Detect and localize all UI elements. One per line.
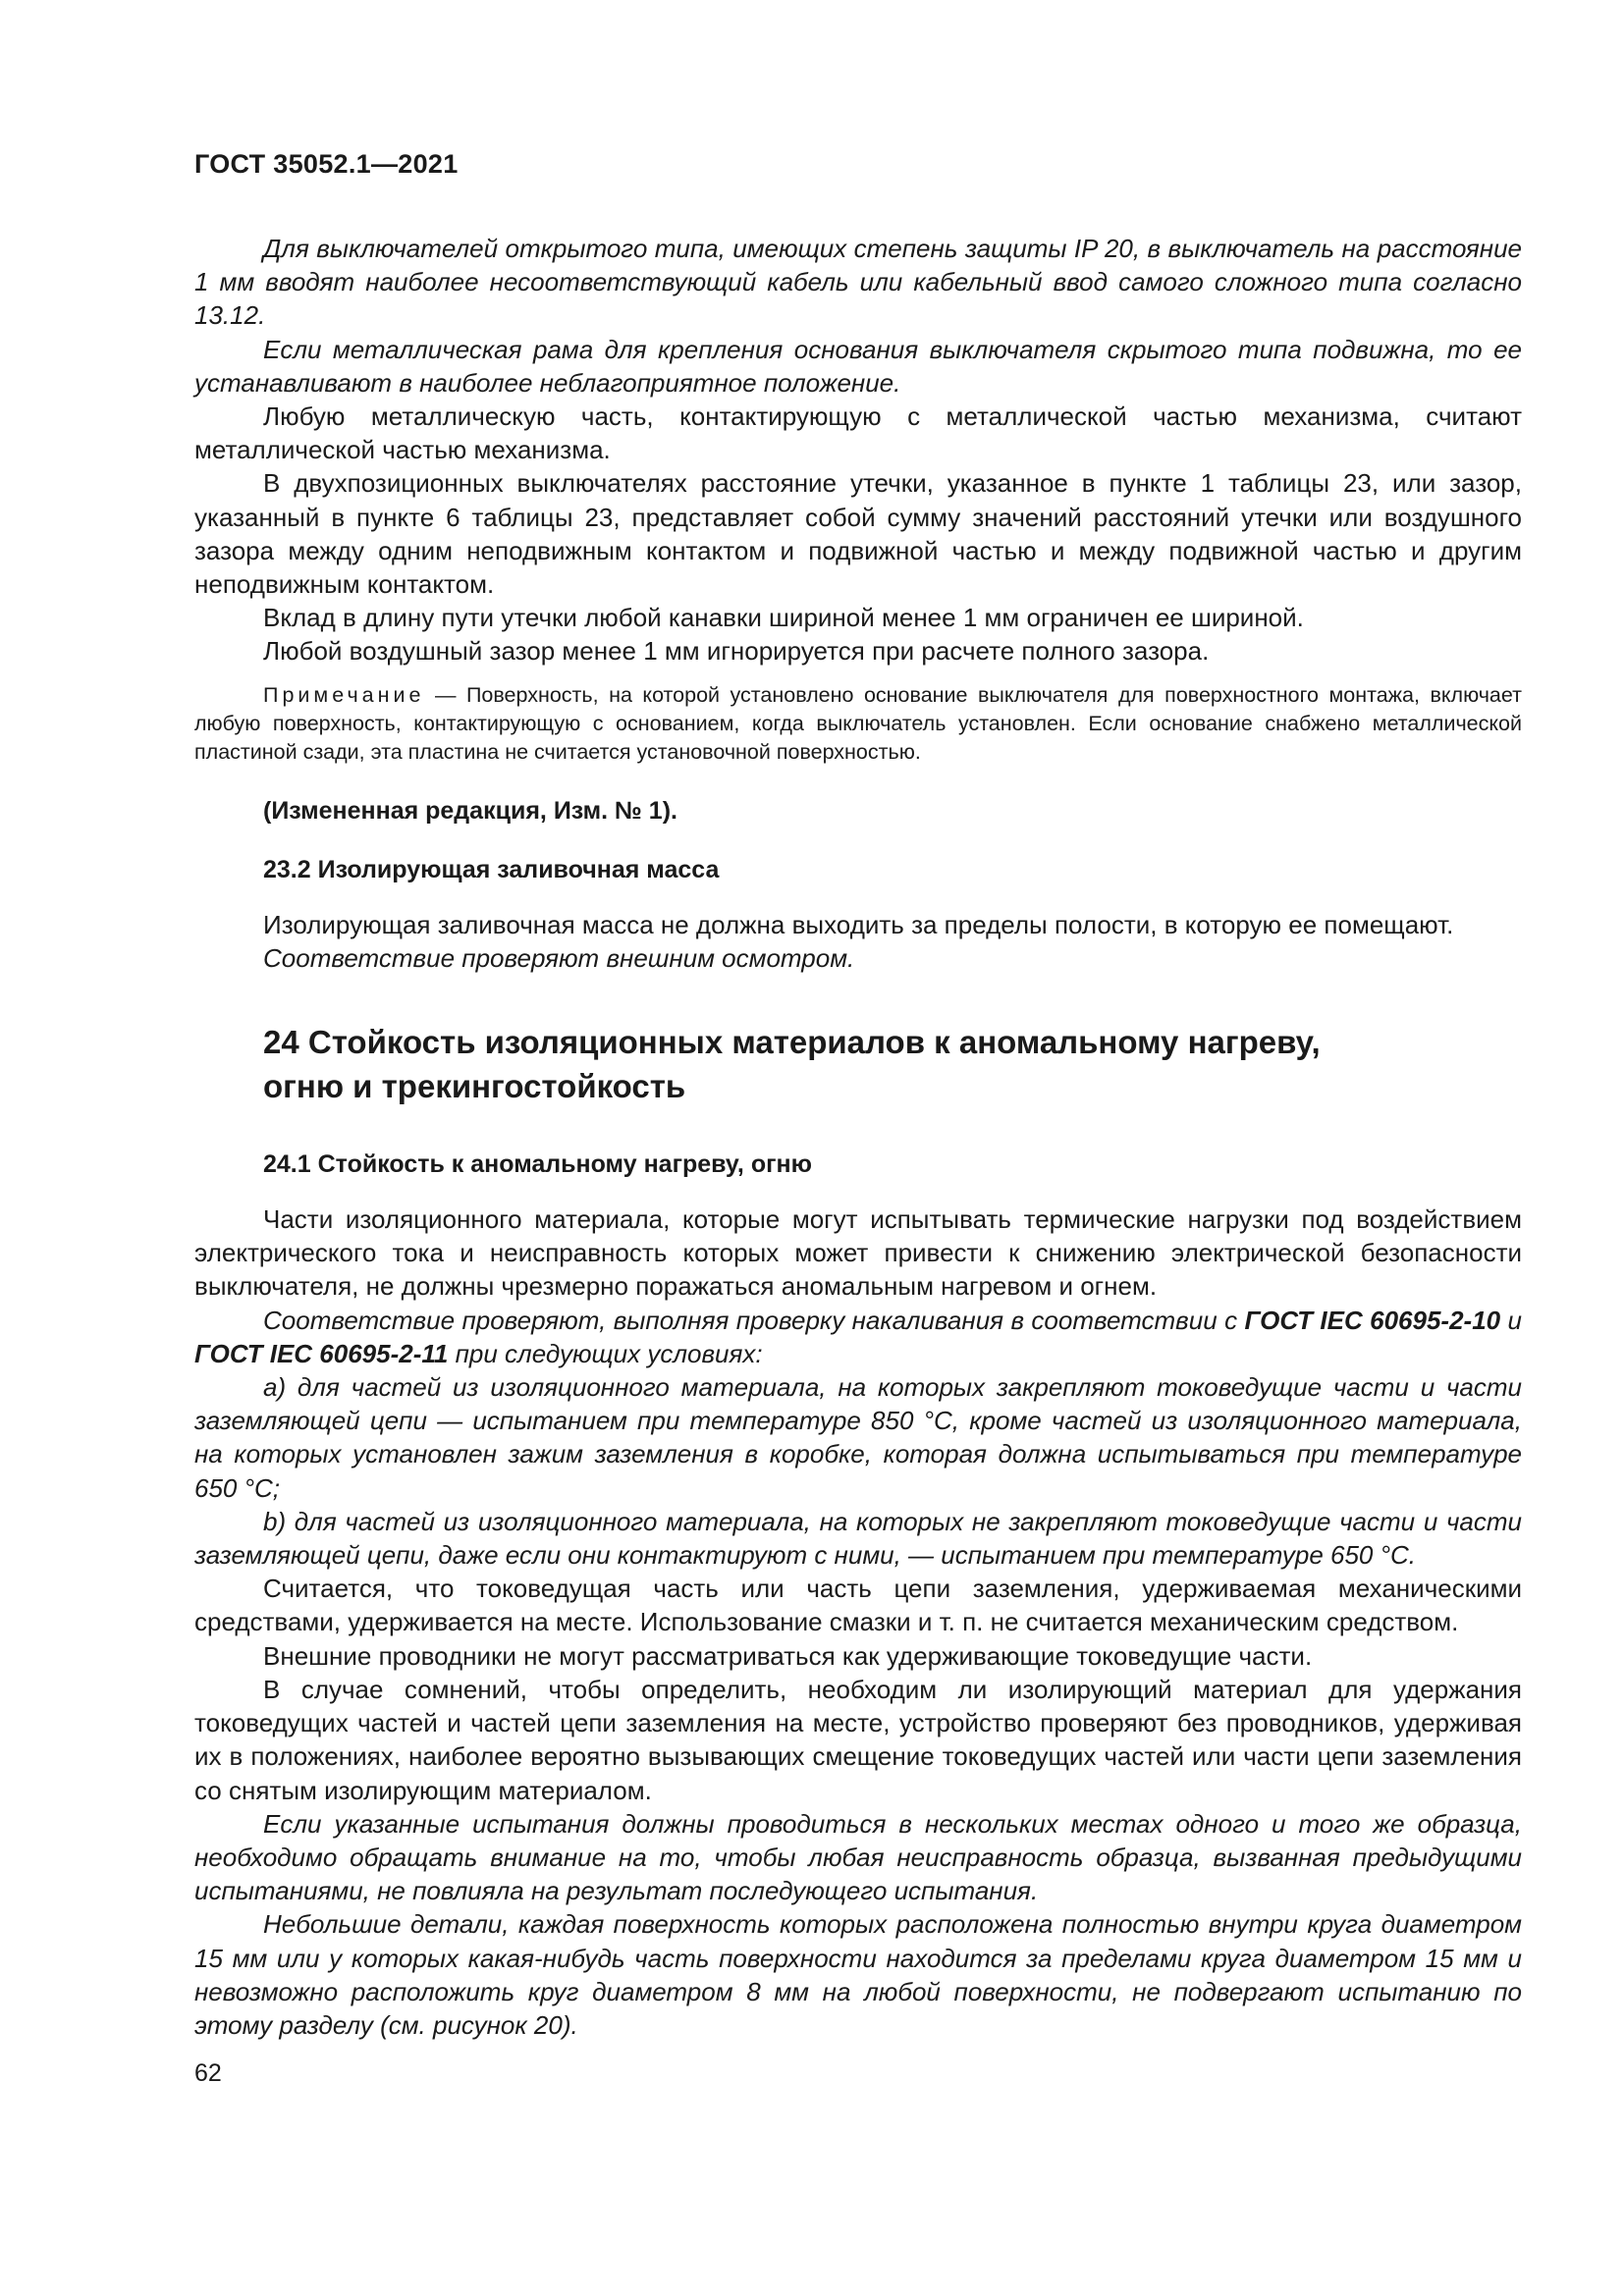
paragraph: Любую металлическую часть, контактирующую с металлической частью механизма, считают металлической частью механизма. bbox=[194, 401, 1522, 465]
paragraph: Части изоляционного материала, которые могут испытывать термические нагрузки под воздействием электрического тока и неисправность которых может привести к снижению электрической безопасности выключателя, не должны чрезмерно поражаться аномальным нагревом и огнем. bbox=[194, 1204, 1522, 1302]
list-item-b: b) для частей из изоляционного материала, на которых не закрепляют токоведущие части и части заземляющей цепи, даже если они контактируют с ними, — испытанием при температуре 650 °С. bbox=[194, 1506, 1522, 1571]
paragraph: Считается, что токоведущая часть или часть цепи заземления, удерживаемая механическими средствами, удерживается на месте. Использование смазки и т. п. не считается механическим средством. bbox=[194, 1574, 1522, 1637]
section-heading-24 bbox=[263, 1020, 1522, 1108]
paragraph: В случае сомнений, чтобы определить, необходим ли изолирующий материал для удержания токоведущих частей и частей цепи заземления на месте, устройство проверяют без проводников, удерживая их в положениях, наиболее вероятно вызывающих смещение токоведущих частей или части цепи заземления со снятым изолирующим материалом. bbox=[194, 1674, 1522, 1805]
text-span: Соответствие проверяют, выполняя проверку накаливания в соответствии с bbox=[263, 1305, 1245, 1335]
subsection-heading-24-1: 24.1 Стойкость к аномальному нагреву, огню bbox=[263, 1150, 812, 1179]
document-header: ГОСТ 35052.1—2021 bbox=[194, 149, 459, 179]
amendment-note: (Измененная редакция, Изм. № 1). bbox=[263, 796, 677, 825]
paragraph: В двухпозиционных выключателях расстояние утечки, указанное в пункте 1 таблицы 23, или зазор, указанный в пункте 6 таблицы 23, представляет собой сумму значений расстояний утечки или воздушного зазора между одним неподвижным контактом и подвижной частью и между подвижной частью и другим неподвижным контактом. bbox=[194, 468, 1522, 600]
text-span: при следующих условиях: bbox=[448, 1338, 763, 1368]
paragraph: Любой воздушный зазор менее 1 мм игнорируется при расчете полного зазора. bbox=[263, 636, 1210, 667]
list-item-a: a) для частей из изоляционного материала, на которых закрепляют токоведущие части и части заземляющей цепи — испытанием при температуре 850 °С, кроме частей из изоляционного материала, на которых установлен зажим заземления в коробке, которая должна испытываться при температуре 650 °С; bbox=[194, 1372, 1522, 1503]
paragraph: Внешние проводники не могут рассматриваться как удерживающие токоведущие части. bbox=[263, 1640, 1313, 1671]
section-heading-line: 24 Стойкость изоляционных материалов к аномальному нагреву, bbox=[263, 1024, 1321, 1061]
section-heading-line: огню и трекингостойкость bbox=[263, 1068, 686, 1105]
document-page bbox=[194, 147, 1522, 2042]
paragraph: Если указанные испытания должны проводиться в нескольких местах одного и того же образца, необходимо обращать внимание на то, чтобы любая неисправность образца, вызванная предыдущими испытаниями, не повлияла на результат последующего испытания. bbox=[194, 1808, 1522, 1906]
note bbox=[194, 681, 1522, 767]
subsection-heading-23-2: 23.2 Изолирующая заливочная масса bbox=[263, 855, 720, 883]
note-label: Примечание bbox=[263, 682, 425, 707]
paragraph: Вклад в длину пути утечки любой канавки шириной менее 1 мм ограничен ее шириной. bbox=[263, 603, 1304, 633]
standard-reference: ГОСТ IEC 60695-2-10 bbox=[1244, 1305, 1501, 1335]
paragraph: Для выключателей открытого типа, имеющих степень защиты IP 20, в выключатель на расстояние 1 мм вводят наиболее несоответствующий кабель или кабельный ввод самого сложного типа согласно 13.12. bbox=[194, 234, 1522, 331]
paragraph: Если металлическая рама для крепления основания выключателя скрытого типа подвижна, то ее устанавливают в наиболее неблагоприятное положение. bbox=[194, 334, 1522, 398]
text-span: и bbox=[1500, 1305, 1523, 1335]
page-number: 62 bbox=[194, 2059, 222, 2087]
paragraph: Соответствие проверяют внешним осмотром. bbox=[263, 942, 855, 973]
note-text: — Поверхность, на которой установлено основание выключателя для поверхностного монтажа, включает любую поверхность, контактирующую с основанием, когда выключатель установлен. Если основание снабжено металлической пластиной сзади, эта пластина не считается установочной поверхностью. bbox=[194, 682, 1522, 764]
paragraph: Изолирующая заливочная масса не должна выходить за пределы полости, в которую ее помещают. bbox=[263, 909, 1454, 939]
paragraph: Небольшие детали, каждая поверхность которых расположена полностью внутри круга диаметром 15 мм или у которых какая-нибудь часть поверхности находится за пределами круга диаметром 15 мм и невозможно расположить круг диаметром 8 мм на любой поверхности, не подвергают испытанию по этому разделу (см. рисунок 20). bbox=[194, 1909, 1522, 2040]
paragraph-with-refs bbox=[194, 1304, 1522, 1370]
standard-reference: ГОСТ IEC 60695-2-11 bbox=[194, 1338, 449, 1368]
